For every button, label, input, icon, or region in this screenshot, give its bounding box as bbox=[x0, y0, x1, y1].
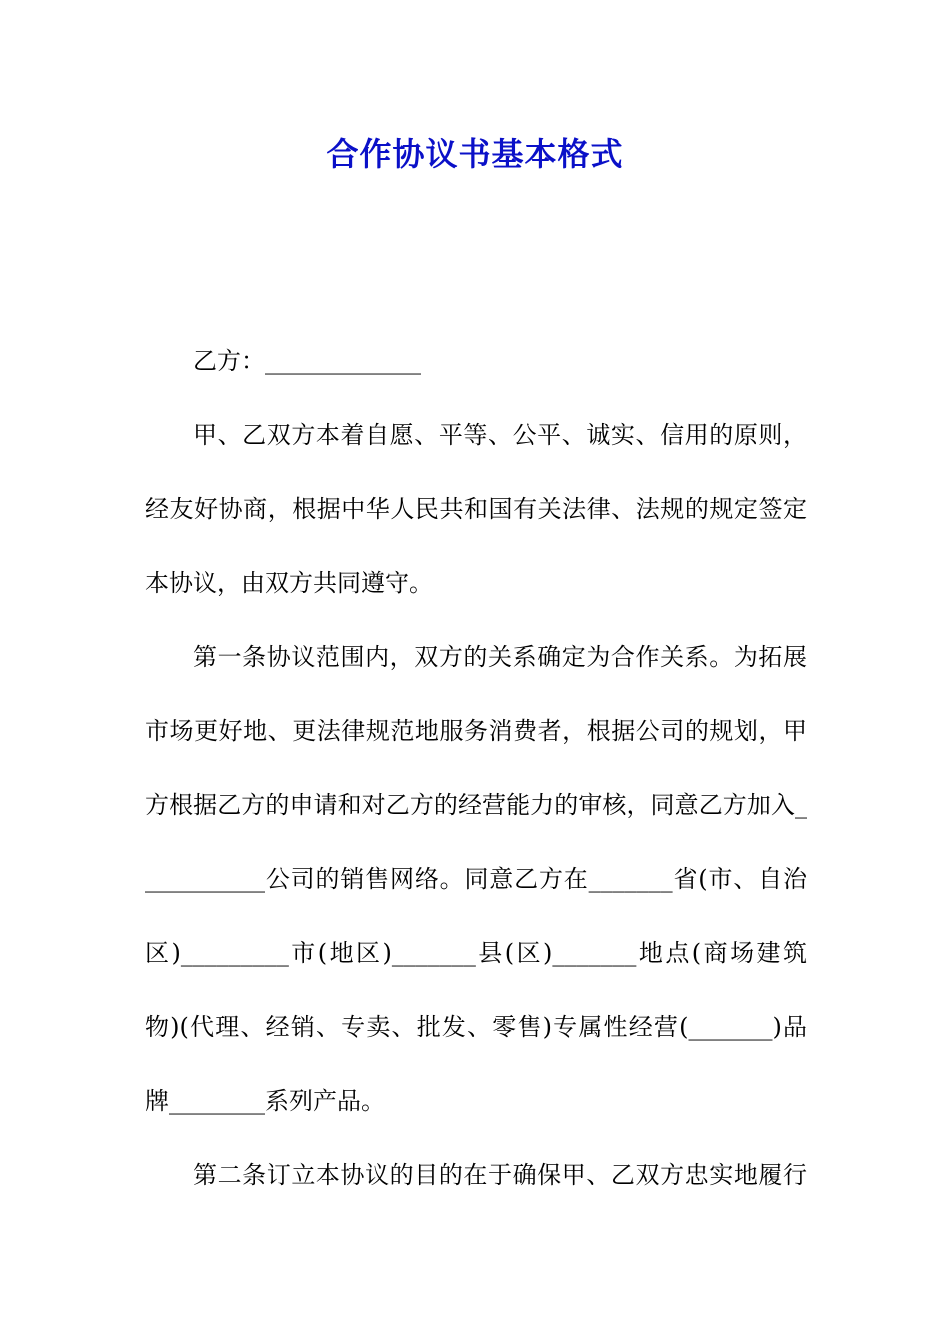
party-b-line: 乙方：_____________ bbox=[193, 347, 421, 375]
document-body bbox=[145, 339, 807, 1227]
article-1-line: 市场更好地、更法律规范地服务消费者，根据公司的规划，甲 bbox=[145, 717, 807, 745]
paragraph-line: 甲、乙双方本着自愿、平等、公平、诚实、信用的原则， bbox=[193, 421, 807, 449]
article-1-line: 方根据乙方的申请和对乙方的经营能力的审核，同意乙方加入_ bbox=[145, 791, 807, 819]
paragraph-line: 经友好协商，根据中华人民共和国有关法律、法规的规定签定 bbox=[145, 495, 807, 523]
article-1-line: 区)_________市(地区)_______县(区)_______地点(商场建筑 bbox=[145, 939, 807, 967]
article-1-line: 牌________系列产品。 bbox=[145, 1087, 385, 1115]
article-1-line: 第一条协议范围内，双方的关系确定为合作关系。为拓展 bbox=[193, 643, 807, 671]
article-2-line: 第二条订立本协议的目的在于确保甲、乙双方忠实地履行 bbox=[193, 1161, 807, 1189]
article-1-line: 物)(代理、经销、专卖、批发、零售)专属性经营(_______)品 bbox=[145, 1013, 807, 1041]
article-1-line: __________公司的销售网络。同意乙方在_______省(市、自治 bbox=[145, 865, 807, 893]
paragraph-line: 本协议，由双方共同遵守。 bbox=[145, 569, 433, 597]
document-title: 合作协议书基本格式 bbox=[326, 135, 624, 173]
